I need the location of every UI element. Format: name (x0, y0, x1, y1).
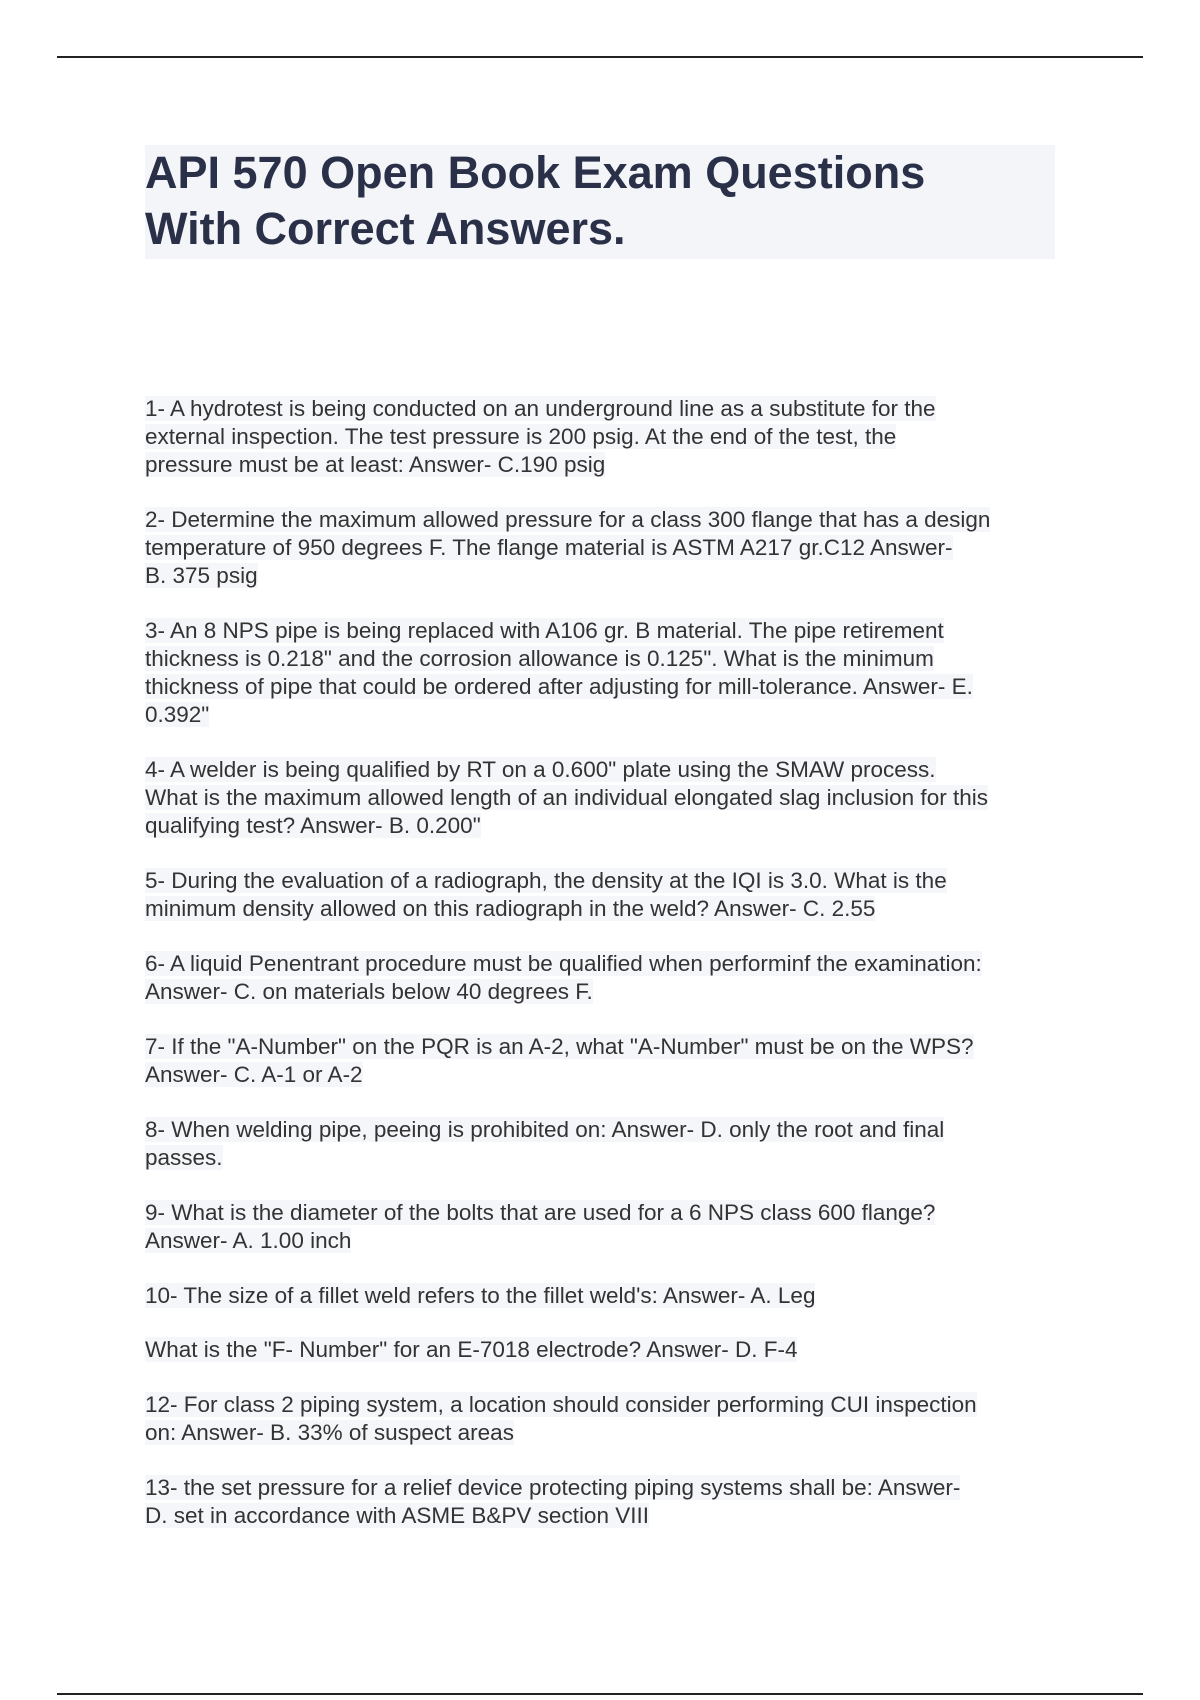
question-line (145, 562, 1060, 590)
question-item (145, 1282, 1060, 1310)
question-item (145, 506, 1060, 590)
question-line (145, 1033, 1060, 1061)
question-line (145, 423, 1060, 451)
question-line (145, 701, 1060, 729)
question-line-text: temperature of 950 degrees F. The flange material is ASTM A217 gr.C12 Answer- (145, 535, 953, 560)
question-line (145, 1061, 1060, 1089)
question-item (145, 1474, 1060, 1530)
question-line-text: Answer- C. on materials below 40 degrees F. (145, 979, 593, 1004)
question-line (145, 756, 1060, 784)
question-line-text: 5- During the evaluation of a radiograph, the density at the IQI is 3.0. What is the (145, 868, 947, 893)
question-item (145, 1033, 1060, 1089)
question-line-text: D. set in accordance with ASME B&PV section VIII (145, 1503, 649, 1528)
question-line-text: 0.392" (145, 702, 210, 727)
question-item (145, 950, 1060, 1006)
question-item (145, 756, 1060, 840)
question-line (145, 506, 1060, 534)
question-line-text: on: Answer- B. 33% of suspect areas (145, 1420, 514, 1445)
question-line (145, 978, 1060, 1006)
question-line (145, 617, 1060, 645)
question-line (145, 534, 1060, 562)
question-line-text: qualifying test? Answer- B. 0.200" (145, 813, 481, 838)
question-line (145, 1199, 1060, 1227)
question-line-text: 4- A welder is being qualified by RT on a 0.600" plate using the SMAW process. (145, 757, 936, 782)
question-line (145, 867, 1060, 895)
title-line: API 570 Open Book Exam Questions (145, 147, 926, 198)
question-line-text: Answer- C. A-1 or A-2 (145, 1062, 363, 1087)
question-item (145, 617, 1060, 729)
question-line (145, 451, 1060, 479)
question-line-text: passes. (145, 1145, 223, 1170)
bottom-rule (57, 1693, 1143, 1695)
question-line (145, 784, 1060, 812)
question-line-text: thickness of pipe that could be ordered after adjusting for mill-tolerance. Answer- E. (145, 674, 973, 699)
question-line-text: Answer- A. 1.00 inch (145, 1228, 352, 1253)
question-line (145, 1227, 1060, 1255)
question-line (145, 895, 1060, 923)
question-item (145, 1199, 1060, 1255)
top-rule (57, 56, 1143, 58)
title-block (145, 145, 1055, 259)
question-line-text: 1- A hydrotest is being conducted on an underground line as a substitute for the (145, 396, 936, 421)
question-line-text: 13- the set pressure for a relief device protecting piping systems shall be: Answer- (145, 1475, 961, 1500)
question-line-text: What is the maximum allowed length of an individual elongated slag inclusion for this (145, 785, 988, 810)
question-item (145, 1116, 1060, 1172)
page-title (145, 145, 1055, 259)
question-item (145, 1391, 1060, 1447)
title-line: With Correct Answers. (145, 203, 626, 254)
question-line (145, 645, 1060, 673)
question-line (145, 1336, 1060, 1364)
question-line (145, 395, 1060, 423)
question-line-text: thickness is 0.218" and the corrosion allowance is 0.125". What is the minimum (145, 646, 934, 671)
question-item (145, 395, 1060, 479)
question-line-text: pressure must be at least: Answer- C.190 psig (145, 452, 606, 477)
question-line (145, 1391, 1060, 1419)
question-line-text: 3- An 8 NPS pipe is being replaced with A106 gr. B material. The pipe retirement (145, 618, 944, 643)
question-line-text: 7- If the "A-Number" on the PQR is an A-2, what "A-Number" must be on the WPS? (145, 1034, 974, 1059)
question-line (145, 1502, 1060, 1530)
question-line-text: 10- The size of a fillet weld refers to the fillet weld's: Answer- A. Leg (145, 1283, 816, 1308)
question-line-text: external inspection. The test pressure is 200 psig. At the end of the test, the (145, 424, 897, 449)
question-list (145, 368, 1060, 1530)
question-line (145, 673, 1060, 701)
question-item (145, 1336, 1060, 1364)
question-line-text: 9- What is the diameter of the bolts that are used for a 6 NPS class 600 flange? (145, 1200, 936, 1225)
question-line-text: 12- For class 2 piping system, a location should consider performing CUI inspection (145, 1392, 977, 1417)
question-line (145, 1282, 1060, 1310)
question-line (145, 950, 1060, 978)
question-line (145, 1144, 1060, 1172)
question-line (145, 1474, 1060, 1502)
question-line (145, 1116, 1060, 1144)
question-line-text: B. 375 psig (145, 563, 258, 588)
question-line (145, 1419, 1060, 1447)
question-line-text: 2- Determine the maximum allowed pressure for a class 300 flange that has a design (145, 507, 991, 532)
question-line-text: 8- When welding pipe, peeing is prohibited on: Answer- D. only the root and final (145, 1117, 945, 1142)
question-line (145, 812, 1060, 840)
question-line-text: What is the "F- Number" for an E-7018 electrode? Answer- D. F-4 (145, 1337, 798, 1362)
question-item (145, 867, 1060, 923)
question-line-text: 6- A liquid Penentrant procedure must be qualified when performinf the examination: (145, 951, 982, 976)
question-line-text: minimum density allowed on this radiograph in the weld? Answer- C. 2.55 (145, 896, 876, 921)
